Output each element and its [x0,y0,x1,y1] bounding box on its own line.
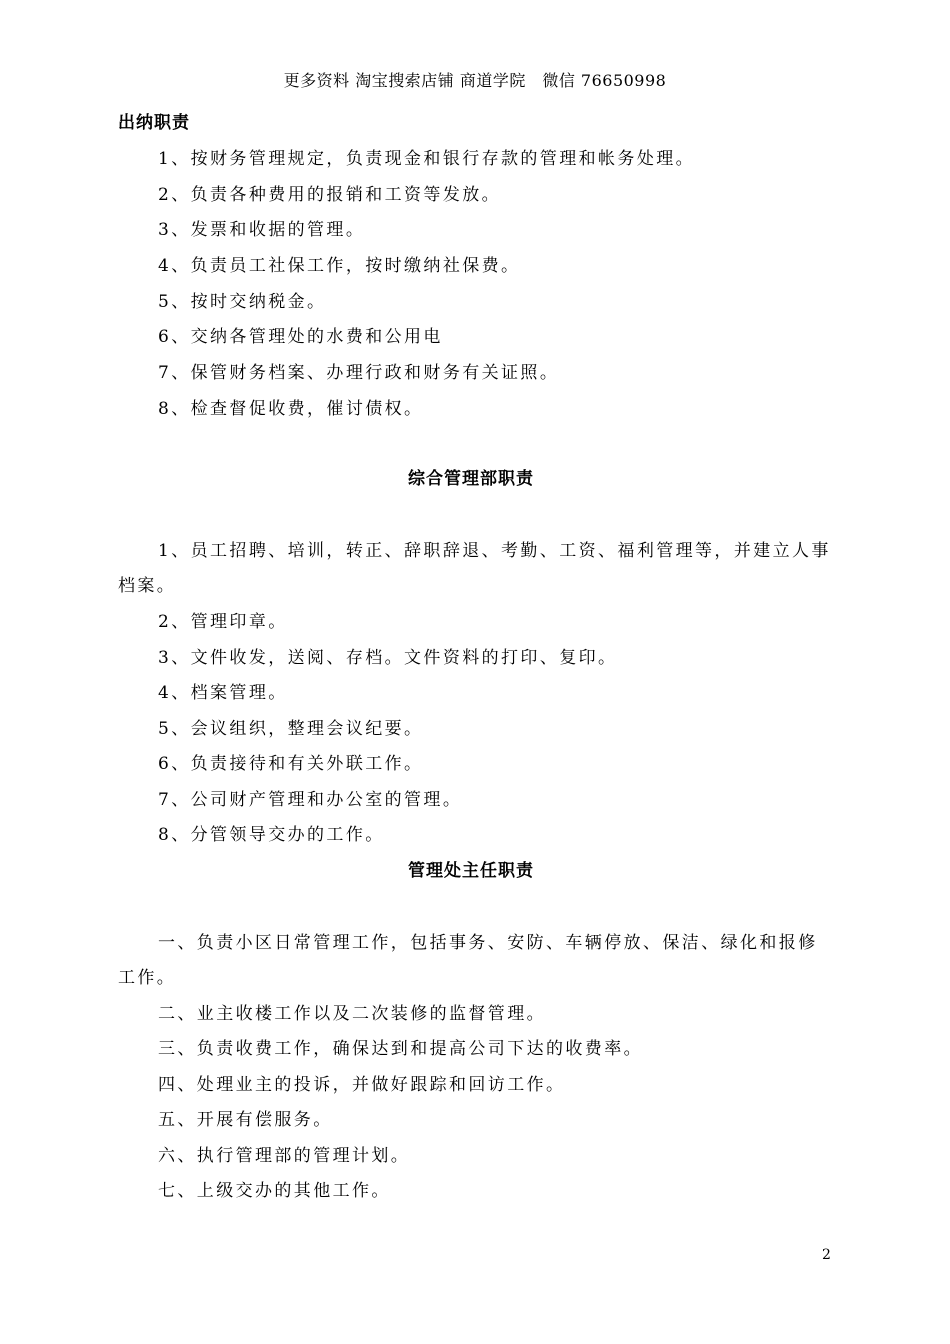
director-item-2: 二、业主收楼工作以及二次装修的监督管理。 [158,1004,546,1024]
admin-item-1-line-2: 档案。 [118,576,177,596]
cashier-item-4: 4、负责员工社保工作，按时缴纳社保费。 [158,256,521,276]
cashier-section-title: 出纳职责 [118,113,190,133]
cashier-item-3: 3、发票和收据的管理。 [158,220,366,240]
admin-item-6: 6、负责接待和有关外联工作。 [158,754,424,774]
cashier-item-2: 2、负责各种费用的报销和工资等发放。 [158,185,502,205]
page-number: 2 [822,1247,831,1263]
admin-item-2: 2、管理印章。 [158,612,288,632]
cashier-item-7: 7、保管财务档案、办理行政和财务有关证照。 [158,363,560,383]
cashier-item-1: 1、按财务管理规定，负责现金和银行存款的管理和帐务处理。 [158,149,696,169]
admin-item-7: 7、公司财产管理和办公室的管理。 [158,790,463,810]
director-item-5: 五、开展有偿服务。 [158,1110,333,1130]
cashier-item-5: 5、按时交纳税金。 [158,292,327,312]
cashier-item-6: 6、交纳各管理处的水费和公用电 [158,327,443,347]
page-header: 更多资料 淘宝搜索店铺 商道学院 微信 76650998 [283,71,667,90]
admin-item-3: 3、文件收发，送阅、存档。文件资料的打印、复印。 [158,648,618,668]
admin-item-5: 5、会议组织，整理会议纪要。 [158,719,424,739]
director-section-title: 管理处主任职责 [408,861,534,881]
admin-item-1-line-1: 1、员工招聘、培训，转正、辞职辞退、考勤、工资、福利管理等，并建立人事 [158,541,831,561]
director-item-7: 七、上级交办的其他工作。 [158,1181,391,1201]
director-item-6: 六、执行管理部的管理计划。 [158,1146,411,1166]
admin-item-8: 8、分管领导交办的工作。 [158,825,385,845]
admin-section-title: 综合管理部职责 [408,469,534,489]
director-item-1-line-1: 一、负责小区日常管理工作，包括事务、安防、车辆停放、保洁、绿化和报修 [158,933,818,953]
admin-item-4: 4、档案管理。 [158,683,288,703]
cashier-item-8: 8、检查督促收费，催讨债权。 [158,399,424,419]
director-item-3: 三、负责收费工作，确保达到和提高公司下达的收费率。 [158,1039,643,1059]
director-item-1-line-2: 工作。 [118,968,177,988]
director-item-4: 四、处理业主的投诉，并做好跟踪和回访工作。 [158,1075,566,1095]
